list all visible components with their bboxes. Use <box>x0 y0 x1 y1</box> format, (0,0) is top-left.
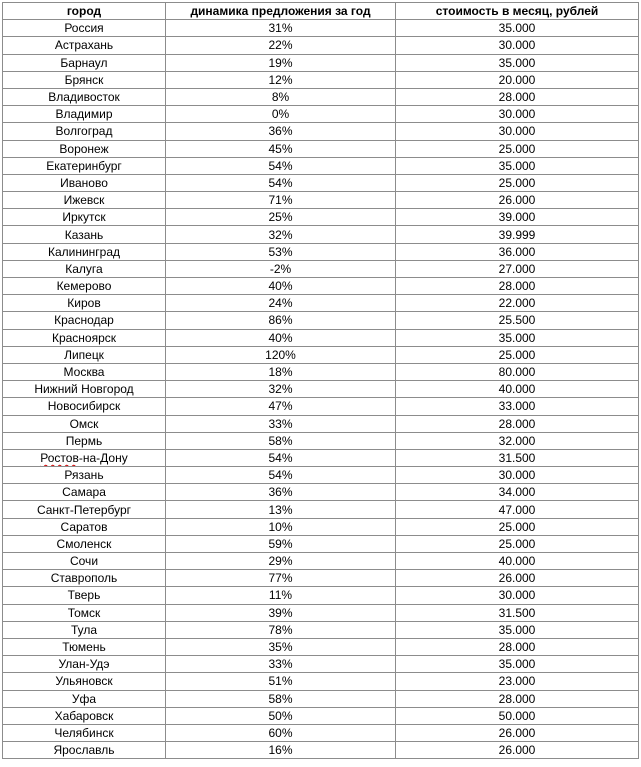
cell-supply-dynamics: 39% <box>166 604 396 621</box>
table-row <box>3 484 639 501</box>
cell-monthly-cost: 28.000 <box>396 88 639 105</box>
table-row <box>3 518 639 535</box>
table-row <box>3 398 639 415</box>
cell-city: Казань <box>3 226 166 243</box>
table-row <box>3 467 639 484</box>
city-rent-table <box>2 2 639 759</box>
cell-monthly-cost: 39.000 <box>396 209 639 226</box>
cell-supply-dynamics: 13% <box>166 501 396 518</box>
cell-city: Тула <box>3 621 166 638</box>
header-monthly-cost: стоимость в месяц, рублей <box>396 3 639 20</box>
cell-monthly-cost: 26.000 <box>396 724 639 741</box>
cell-supply-dynamics: 33% <box>166 415 396 432</box>
cell-monthly-cost: 30.000 <box>396 106 639 123</box>
cell-supply-dynamics: 54% <box>166 467 396 484</box>
cell-monthly-cost: 20.000 <box>396 71 639 88</box>
cell-city: Иваново <box>3 174 166 191</box>
cell-supply-dynamics: 25% <box>166 209 396 226</box>
table-row <box>3 604 639 621</box>
cell-monthly-cost: 40.000 <box>396 553 639 570</box>
cell-monthly-cost: 28.000 <box>396 638 639 655</box>
cell-city: Барнаул <box>3 54 166 71</box>
spellcheck-underline: Ростов <box>40 450 79 465</box>
cell-supply-dynamics: 31% <box>166 20 396 37</box>
table-row <box>3 587 639 604</box>
cell-monthly-cost: 22.000 <box>396 295 639 312</box>
table-row <box>3 312 639 329</box>
cell-city: Саратов <box>3 518 166 535</box>
cell-monthly-cost: 39.999 <box>396 226 639 243</box>
cell-city: Воронеж <box>3 140 166 157</box>
cell-monthly-cost: 35.000 <box>396 54 639 71</box>
cell-monthly-cost: 25.000 <box>396 140 639 157</box>
cell-city: Омск <box>3 415 166 432</box>
cell-monthly-cost: 26.000 <box>396 742 639 759</box>
cell-supply-dynamics: 16% <box>166 742 396 759</box>
cell-monthly-cost: 50.000 <box>396 707 639 724</box>
table-row <box>3 71 639 88</box>
table-row <box>3 432 639 449</box>
cell-monthly-cost: 30.000 <box>396 587 639 604</box>
table-row <box>3 295 639 312</box>
cell-city: Владивосток <box>3 88 166 105</box>
cell-monthly-cost: 40.000 <box>396 381 639 398</box>
cell-monthly-cost: 31.500 <box>396 604 639 621</box>
cell-supply-dynamics: 77% <box>166 570 396 587</box>
cell-supply-dynamics: 40% <box>166 278 396 295</box>
cell-monthly-cost: 23.000 <box>396 673 639 690</box>
cell-supply-dynamics: 29% <box>166 553 396 570</box>
header-supply-dynamics: динамика предложения за год <box>166 3 396 20</box>
cell-city: Владимир <box>3 106 166 123</box>
cell-monthly-cost: 35.000 <box>396 621 639 638</box>
cell-supply-dynamics: 0% <box>166 106 396 123</box>
cell-city: Сочи <box>3 553 166 570</box>
cell-monthly-cost: 25.500 <box>396 312 639 329</box>
cell-supply-dynamics: 54% <box>166 174 396 191</box>
table-row <box>3 381 639 398</box>
cell-city: Киров <box>3 295 166 312</box>
cell-supply-dynamics: 58% <box>166 432 396 449</box>
table-row <box>3 415 639 432</box>
cell-monthly-cost: 35.000 <box>396 157 639 174</box>
table-row <box>3 724 639 741</box>
cell-supply-dynamics: 58% <box>166 690 396 707</box>
cell-monthly-cost: 28.000 <box>396 415 639 432</box>
table-row <box>3 140 639 157</box>
table-row <box>3 535 639 552</box>
cell-monthly-cost: 35.000 <box>396 329 639 346</box>
cell-supply-dynamics: 54% <box>166 157 396 174</box>
cell-supply-dynamics: 32% <box>166 226 396 243</box>
table-row <box>3 157 639 174</box>
cell-city: Красноярск <box>3 329 166 346</box>
table-row <box>3 742 639 759</box>
cell-supply-dynamics: 10% <box>166 518 396 535</box>
cell-supply-dynamics: 71% <box>166 192 396 209</box>
table-row <box>3 673 639 690</box>
cell-monthly-cost: 30.000 <box>396 37 639 54</box>
cell-city: Волгоград <box>3 123 166 140</box>
cell-city: Улан-Удэ <box>3 656 166 673</box>
cell-supply-dynamics: 11% <box>166 587 396 604</box>
cell-monthly-cost: 47.000 <box>396 501 639 518</box>
cell-monthly-cost: 26.000 <box>396 570 639 587</box>
table-row <box>3 226 639 243</box>
table-row <box>3 37 639 54</box>
cell-city: Ростов-на-Дону <box>3 449 166 466</box>
cell-city: Смоленск <box>3 535 166 552</box>
cell-monthly-cost: 27.000 <box>396 260 639 277</box>
cell-city: Ижевск <box>3 192 166 209</box>
table-row <box>3 570 639 587</box>
table-row <box>3 192 639 209</box>
cell-city: Тверь <box>3 587 166 604</box>
table-row <box>3 449 639 466</box>
cell-supply-dynamics: 19% <box>166 54 396 71</box>
table-row <box>3 690 639 707</box>
cell-supply-dynamics: 18% <box>166 363 396 380</box>
cell-monthly-cost: 26.000 <box>396 192 639 209</box>
cell-monthly-cost: 25.000 <box>396 518 639 535</box>
cell-supply-dynamics: 47% <box>166 398 396 415</box>
cell-city: Новосибирск <box>3 398 166 415</box>
table-row <box>3 88 639 105</box>
cell-supply-dynamics: 40% <box>166 329 396 346</box>
table-row <box>3 20 639 37</box>
table-row <box>3 123 639 140</box>
cell-city: Рязань <box>3 467 166 484</box>
cell-monthly-cost: 30.000 <box>396 123 639 140</box>
table-row <box>3 243 639 260</box>
cell-supply-dynamics: 32% <box>166 381 396 398</box>
cell-monthly-cost: 25.000 <box>396 346 639 363</box>
cell-supply-dynamics: 50% <box>166 707 396 724</box>
cell-supply-dynamics: 51% <box>166 673 396 690</box>
cell-city: Пермь <box>3 432 166 449</box>
cell-supply-dynamics: 54% <box>166 449 396 466</box>
cell-monthly-cost: 34.000 <box>396 484 639 501</box>
cell-supply-dynamics: 33% <box>166 656 396 673</box>
cell-monthly-cost: 32.000 <box>396 432 639 449</box>
cell-city: Уфа <box>3 690 166 707</box>
cell-monthly-cost: 36.000 <box>396 243 639 260</box>
cell-city: Ярославль <box>3 742 166 759</box>
cell-city: Ставрополь <box>3 570 166 587</box>
header-row <box>3 3 639 20</box>
table-row <box>3 553 639 570</box>
cell-supply-dynamics: 53% <box>166 243 396 260</box>
cell-city: Москва <box>3 363 166 380</box>
cell-city: Санкт-Петербург <box>3 501 166 518</box>
cell-city: Ульяновск <box>3 673 166 690</box>
cell-city: Екатеринбург <box>3 157 166 174</box>
table-row <box>3 106 639 123</box>
cell-monthly-cost: 35.000 <box>396 20 639 37</box>
cell-supply-dynamics: 36% <box>166 123 396 140</box>
cell-city: Краснодар <box>3 312 166 329</box>
table-row <box>3 638 639 655</box>
cell-city: Калининград <box>3 243 166 260</box>
cell-supply-dynamics: 12% <box>166 71 396 88</box>
cell-supply-dynamics: 24% <box>166 295 396 312</box>
cell-city: Нижний Новгород <box>3 381 166 398</box>
table-row <box>3 656 639 673</box>
cell-city: Брянск <box>3 71 166 88</box>
table-body <box>3 20 639 759</box>
cell-supply-dynamics: 60% <box>166 724 396 741</box>
table-row <box>3 346 639 363</box>
table-row <box>3 209 639 226</box>
cell-monthly-cost: 25.000 <box>396 535 639 552</box>
table-row <box>3 329 639 346</box>
cell-supply-dynamics: 78% <box>166 621 396 638</box>
table-row <box>3 501 639 518</box>
cell-monthly-cost: 31.500 <box>396 449 639 466</box>
cell-monthly-cost: 30.000 <box>396 467 639 484</box>
cell-monthly-cost: 25.000 <box>396 174 639 191</box>
cell-supply-dynamics: 86% <box>166 312 396 329</box>
cell-monthly-cost: 80.000 <box>396 363 639 380</box>
cell-city: Липецк <box>3 346 166 363</box>
cell-supply-dynamics: 36% <box>166 484 396 501</box>
table-row <box>3 621 639 638</box>
cell-supply-dynamics: 22% <box>166 37 396 54</box>
cell-city: Челябинск <box>3 724 166 741</box>
cell-monthly-cost: 33.000 <box>396 398 639 415</box>
cell-monthly-cost: 28.000 <box>396 278 639 295</box>
cell-city: Хабаровск <box>3 707 166 724</box>
table-row <box>3 278 639 295</box>
cell-city: Калуга <box>3 260 166 277</box>
cell-monthly-cost: 35.000 <box>396 656 639 673</box>
header-city: город <box>3 3 166 20</box>
cell-city: Тюмень <box>3 638 166 655</box>
cell-city: Россия <box>3 20 166 37</box>
cell-supply-dynamics: 59% <box>166 535 396 552</box>
table-row <box>3 54 639 71</box>
table-row <box>3 707 639 724</box>
cell-city: Кемерово <box>3 278 166 295</box>
table-row <box>3 260 639 277</box>
cell-monthly-cost: 28.000 <box>396 690 639 707</box>
cell-city: Томск <box>3 604 166 621</box>
cell-supply-dynamics: 45% <box>166 140 396 157</box>
cell-city: Самара <box>3 484 166 501</box>
cell-city: Астрахань <box>3 37 166 54</box>
cell-supply-dynamics: 8% <box>166 88 396 105</box>
table-row <box>3 174 639 191</box>
table-row <box>3 363 639 380</box>
cell-supply-dynamics: 35% <box>166 638 396 655</box>
cell-supply-dynamics: 120% <box>166 346 396 363</box>
cell-city: Иркутск <box>3 209 166 226</box>
cell-supply-dynamics: -2% <box>166 260 396 277</box>
